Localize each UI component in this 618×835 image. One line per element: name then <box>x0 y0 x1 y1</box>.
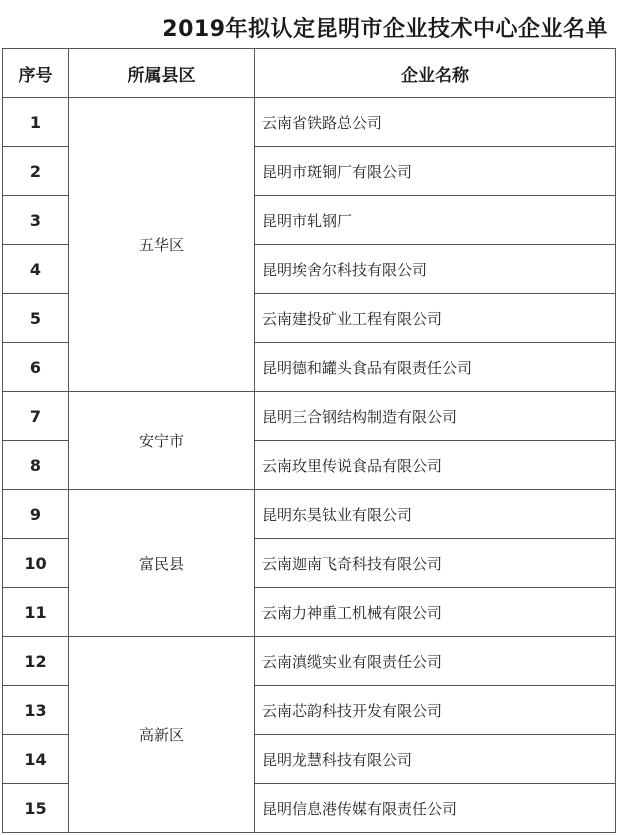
row-number: 2 <box>3 147 69 196</box>
row-number: 1 <box>3 98 69 147</box>
row-number: 14 <box>3 735 69 784</box>
company-name: 昆明东昊钛业有限公司 <box>255 490 616 539</box>
header-district: 所属县区 <box>69 49 255 98</box>
table-row <box>3 98 616 147</box>
row-number: 5 <box>3 294 69 343</box>
company-name: 云南滇缆实业有限责任公司 <box>255 637 616 686</box>
district-cell: 富民县 <box>69 490 255 637</box>
company-name: 昆明三合钢结构制造有限公司 <box>255 392 616 441</box>
table-row <box>3 392 616 441</box>
row-number: 6 <box>3 343 69 392</box>
company-name: 云南力神重工机械有限公司 <box>255 588 616 637</box>
header-company: 企业名称 <box>255 49 616 98</box>
district-cell: 高新区 <box>69 637 255 833</box>
company-name: 昆明市轧钢厂 <box>255 196 616 245</box>
row-number: 3 <box>3 196 69 245</box>
table-body <box>3 98 616 833</box>
row-number: 15 <box>3 784 69 833</box>
row-number: 7 <box>3 392 69 441</box>
row-number: 8 <box>3 441 69 490</box>
district-cell: 五华区 <box>69 98 255 392</box>
row-number: 11 <box>3 588 69 637</box>
company-name: 昆明信息港传媒有限责任公司 <box>255 784 616 833</box>
row-number: 9 <box>3 490 69 539</box>
header-seq: 序号 <box>3 49 69 98</box>
company-name: 昆明德和罐头食品有限责任公司 <box>255 343 616 392</box>
document-title: 2019年拟认定昆明市企业技术中心企业名单 <box>162 17 608 42</box>
company-name: 昆明埃舍尔科技有限公司 <box>255 245 616 294</box>
row-number: 13 <box>3 686 69 735</box>
table-row <box>3 637 616 686</box>
company-name: 昆明龙慧科技有限公司 <box>255 735 616 784</box>
enterprise-table <box>2 48 616 833</box>
company-name: 云南芯韵科技开发有限公司 <box>255 686 616 735</box>
row-number: 10 <box>3 539 69 588</box>
company-name: 云南迦南飞奇科技有限公司 <box>255 539 616 588</box>
company-name: 云南省铁路总公司 <box>255 98 616 147</box>
company-name: 昆明市斑铜厂有限公司 <box>255 147 616 196</box>
table-header-row <box>3 49 616 98</box>
row-number: 4 <box>3 245 69 294</box>
row-number: 12 <box>3 637 69 686</box>
district-cell: 安宁市 <box>69 392 255 490</box>
company-name: 云南建投矿业工程有限公司 <box>255 294 616 343</box>
company-name: 云南玫里传说食品有限公司 <box>255 441 616 490</box>
table-row <box>3 490 616 539</box>
